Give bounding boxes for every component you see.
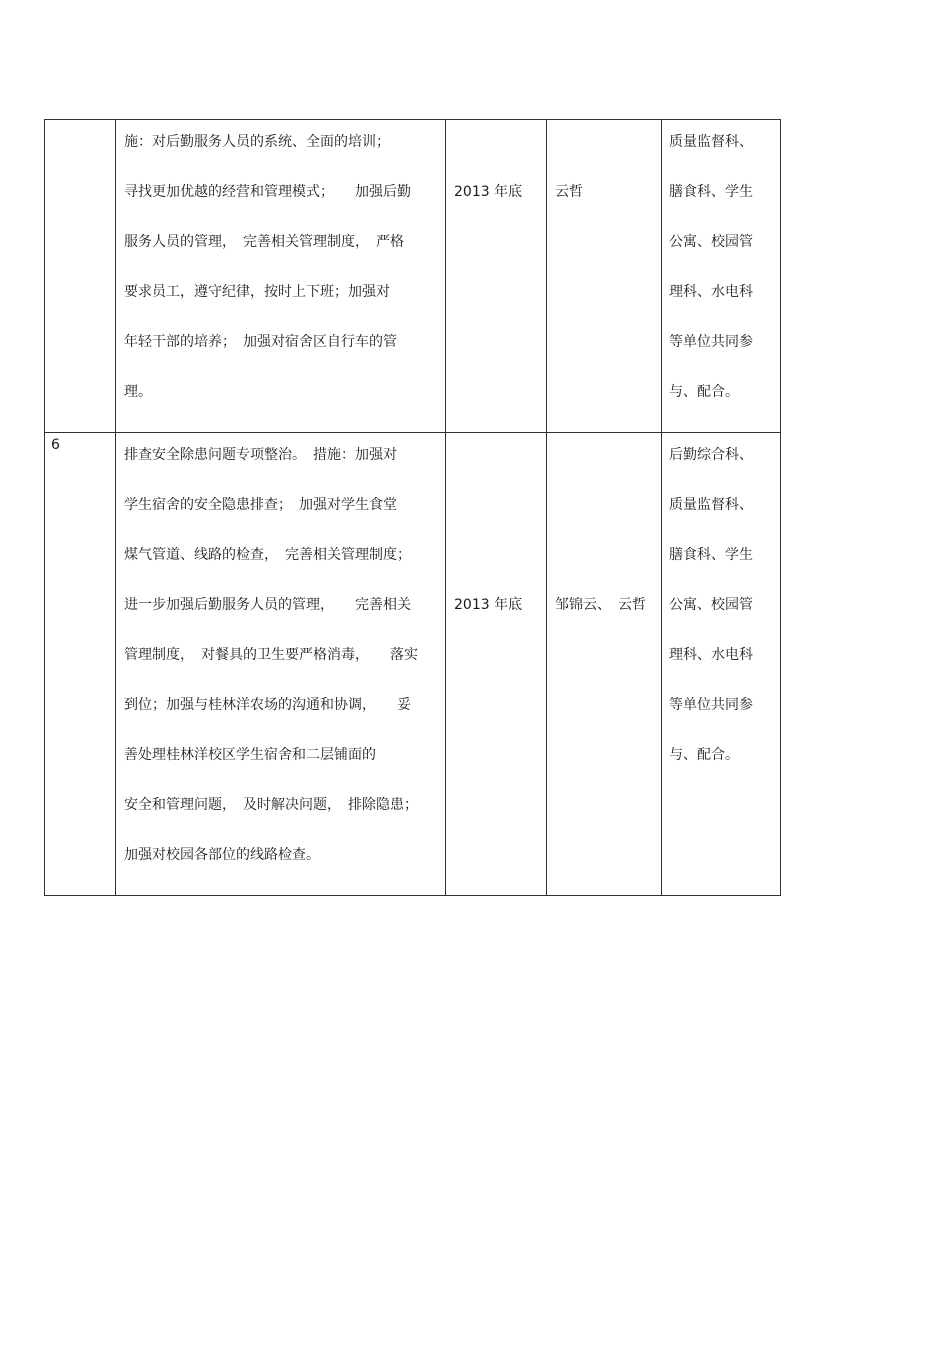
departments-cell [662, 433, 781, 896]
row-number-cell [45, 433, 116, 896]
department-line: 膳食科、学生 [669, 184, 753, 200]
table-row [45, 433, 781, 896]
measure-line: 理。 [124, 384, 152, 400]
department-line: 后勤综合科、 [669, 447, 753, 463]
measures-cell [116, 120, 446, 433]
deadline-cell [446, 120, 547, 433]
measure-line: 年轻干部的培养； 加强对宿舍区自行车的管 [124, 334, 397, 350]
department-line: 公寓、校园管 [669, 234, 753, 250]
departments-cell [662, 120, 781, 433]
department-line: 膳食科、学生 [669, 547, 753, 563]
table-row [45, 120, 781, 433]
measure-line: 要求员工，遵守纪律，按时上下班；加强对 [124, 284, 390, 300]
deadline-cell [446, 433, 547, 896]
measure-line: 施：对后勤服务人员的系统、全面的培训； [124, 134, 390, 150]
measure-line: 善处理桂林洋校区学生宿舍和二层铺面的 [124, 747, 376, 763]
work-plan-table [44, 119, 781, 896]
measure-line: 服务人员的管理， 完善相关管理制度， 严格 [124, 234, 404, 250]
department-line: 理科、水电科 [669, 647, 753, 663]
department-line: 等单位共同参 [669, 697, 753, 713]
measure-line: 学生宿舍的安全隐患排查； 加强对学生食堂 [124, 497, 397, 513]
department-line: 等单位共同参 [669, 334, 753, 350]
measure-line: 煤气管道、线路的检查， 完善相关管理制度； [124, 547, 411, 563]
deadline: 2013 年底 [454, 597, 523, 613]
deadline: 2013 年底 [454, 184, 523, 200]
responsible-person: 云哲 [555, 184, 583, 200]
responsible-person: 邹锦云、 云哲 [555, 597, 646, 613]
responsible-cell [547, 120, 662, 433]
measure-line: 寻找更加优越的经营和管理模式； 加强后勤 [124, 184, 411, 200]
measure-line: 管理制度， 对餐具的卫生要严格消毒， 落实 [124, 647, 418, 663]
measures-cell [116, 433, 446, 896]
responsible-cell [547, 433, 662, 896]
department-line: 理科、水电科 [669, 284, 753, 300]
department-line: 与、配合。 [669, 747, 739, 763]
row-number: 6 [51, 437, 60, 453]
measure-line: 排查安全除患问题专项整治。 措施：加强对 [124, 447, 397, 463]
row-number [45, 120, 115, 124]
department-line: 公寓、校园管 [669, 597, 753, 613]
measure-line: 加强对校园各部位的线路检查。 [124, 847, 320, 863]
measure-line: 到位；加强与桂林洋农场的沟通和协调， 妥 [124, 697, 411, 713]
row-number-cell [45, 120, 116, 433]
measure-line: 安全和管理问题， 及时解决问题， 排除隐患； [124, 797, 418, 813]
department-line: 质量监督科、 [669, 497, 753, 513]
department-line: 与、配合。 [669, 384, 739, 400]
department-line: 质量监督科、 [669, 134, 753, 150]
measure-line: 进一步加强后勤服务人员的管理， 完善相关 [124, 597, 411, 613]
